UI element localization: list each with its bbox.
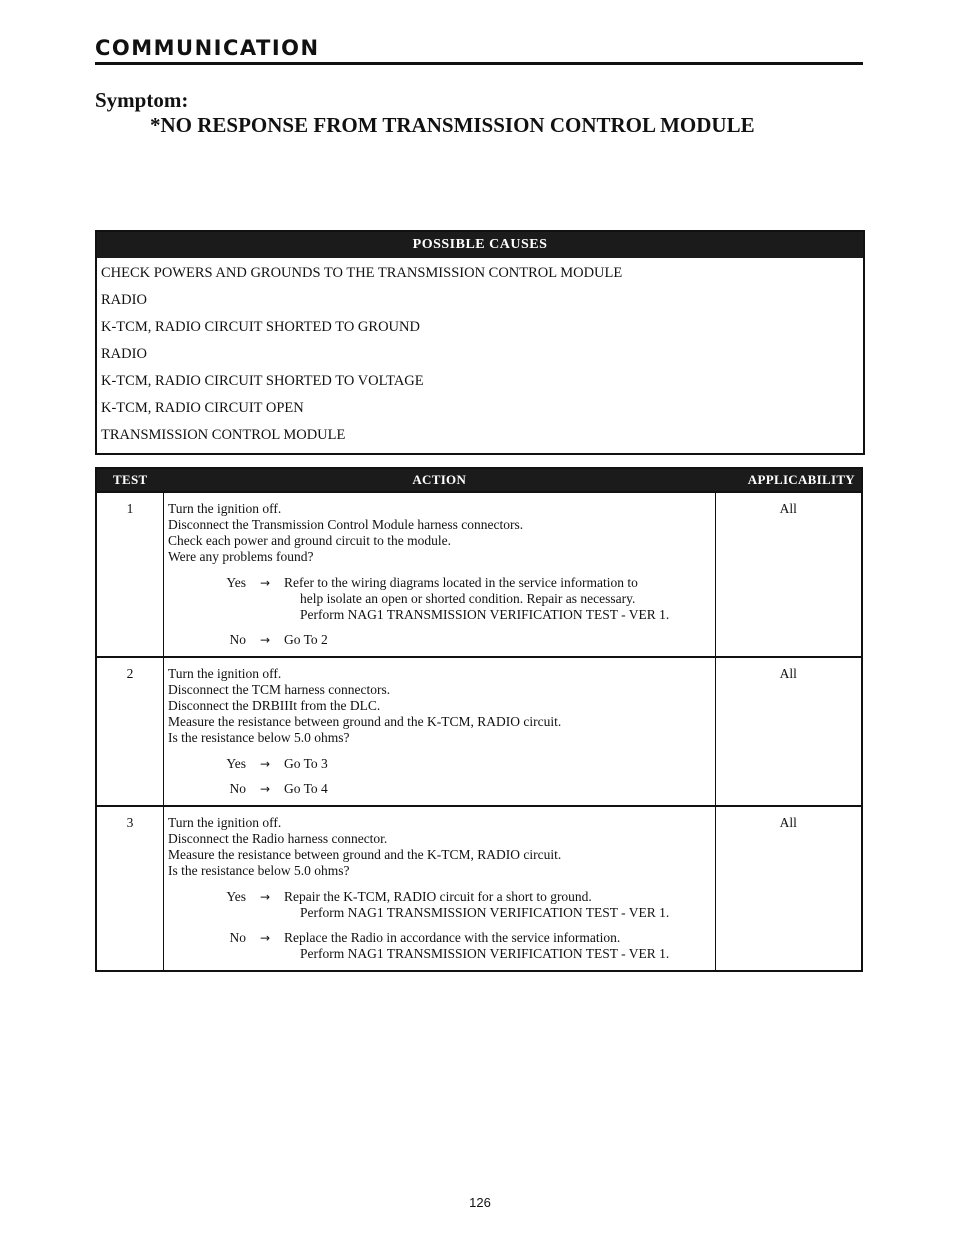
outcomes	[168, 756, 711, 797]
action-step: Disconnect the DRBIIIt from the DLC.	[168, 698, 381, 713]
header-applicability: APPLICABILITY	[715, 468, 862, 492]
action-step: Disconnect the Transmission Control Module harness connectors.	[168, 517, 524, 532]
possible-causes-header: POSSIBLE CAUSES	[97, 232, 863, 258]
test-applicability: All	[715, 806, 862, 971]
symptom-label: Symptom:	[95, 88, 189, 112]
outcome-line: Go To 2	[284, 632, 328, 647]
outcome-line: Perform NAG1 TRANSMISSION VERIFICATION TEST - VER 1.	[300, 946, 670, 961]
action-step: Turn the ignition off.	[168, 666, 282, 681]
outcome-text	[284, 930, 711, 962]
outcome-text	[284, 889, 711, 921]
test-table-body	[96, 492, 862, 971]
action-step: Is the resistance below 5.0 ohms?	[168, 863, 350, 878]
action-step: Is the resistance below 5.0 ohms?	[168, 730, 350, 745]
page-number: 126	[469, 1195, 491, 1210]
outcome-line: Go To 4	[284, 781, 328, 796]
possible-cause-item: K-TCM, RADIO CIRCUIT SHORTED TO VOLTAGE	[101, 373, 424, 389]
header-action: ACTION	[164, 468, 716, 492]
possible-causes-list	[97, 258, 863, 453]
outcome-yes	[168, 575, 711, 623]
outcome-text	[284, 575, 711, 623]
test-number: 2	[96, 657, 164, 806]
outcome-no	[168, 632, 711, 648]
outcome-line: Refer to the wiring diagrams located in the service information to	[284, 575, 638, 590]
arrow-right-icon: →	[259, 931, 271, 945]
arrow-right-icon: →	[259, 757, 271, 771]
action-step: Measure the resistance between ground and the K-TCM, RADIO circuit.	[168, 847, 562, 862]
test-table	[95, 467, 863, 972]
outcome-yes	[168, 756, 711, 772]
outcome-line: Replace the Radio in accordance with the service information.	[284, 930, 621, 945]
action-step: Turn the ignition off.	[168, 815, 282, 830]
outcome-text	[284, 632, 711, 648]
test-table-header-row	[96, 468, 862, 492]
outcome-label: Yes	[226, 575, 246, 590]
outcome-line: Perform NAG1 TRANSMISSION VERIFICATION TEST - VER 1.	[300, 607, 670, 622]
action-step: Turn the ignition off.	[168, 501, 282, 516]
outcome-no	[168, 781, 711, 797]
outcome-label: No	[229, 632, 246, 647]
test-number: 3	[96, 806, 164, 971]
outcome-label: Yes	[226, 889, 246, 904]
outcome-label: No	[229, 930, 246, 945]
outcome-yes	[168, 889, 711, 921]
test-applicability: All	[715, 657, 862, 806]
outcome-no	[168, 930, 711, 962]
arrow-right-icon: →	[259, 782, 271, 796]
action-step: Measure the resistance between ground and the K-TCM, RADIO circuit.	[168, 714, 562, 729]
possible-cause-item: RADIO	[101, 346, 147, 362]
test-action	[164, 492, 716, 657]
possible-cause-item: K-TCM, RADIO CIRCUIT SHORTED TO GROUND	[101, 319, 420, 335]
possible-cause-item: CHECK POWERS AND GROUNDS TO THE TRANSMISSION CONTROL MODULE	[101, 265, 623, 281]
possible-causes-box	[95, 230, 865, 455]
outcomes	[168, 889, 711, 962]
symptom-text: *NO RESPONSE FROM TRANSMISSION CONTROL MODULE	[150, 113, 755, 137]
outcome-text	[284, 756, 711, 772]
symptom-block	[95, 88, 895, 138]
action-step: Disconnect the Radio harness connector.	[168, 831, 388, 846]
outcome-label: Yes	[226, 756, 246, 771]
arrow-right-icon: →	[259, 890, 271, 904]
outcomes	[168, 575, 711, 648]
section-title: COMMUNICATION	[95, 36, 320, 60]
possible-cause-item: TRANSMISSION CONTROL MODULE	[101, 427, 346, 443]
test-action	[164, 806, 716, 971]
outcome-line: Go To 3	[284, 756, 328, 771]
test-row	[96, 492, 862, 657]
action-step: Disconnect the TCM harness connectors.	[168, 682, 391, 697]
header-test: TEST	[96, 468, 164, 492]
possible-cause-item: RADIO	[101, 292, 147, 308]
test-number: 1	[96, 492, 164, 657]
section-header	[95, 36, 863, 65]
arrow-right-icon: →	[259, 633, 271, 647]
test-action	[164, 657, 716, 806]
action-step: Were any problems found?	[168, 549, 314, 564]
test-row	[96, 806, 862, 971]
possible-cause-item: K-TCM, RADIO CIRCUIT OPEN	[101, 400, 304, 416]
outcome-text	[284, 781, 711, 797]
action-step: Check each power and ground circuit to the module.	[168, 533, 452, 548]
test-applicability: All	[715, 492, 862, 657]
outcome-line: Repair the K-TCM, RADIO circuit for a short to ground.	[284, 889, 592, 904]
outcome-line: Perform NAG1 TRANSMISSION VERIFICATION TEST - VER 1.	[300, 905, 670, 920]
outcome-line: help isolate an open or shorted condition. Repair as necessary.	[300, 591, 636, 606]
test-row	[96, 657, 862, 806]
outcome-label: No	[229, 781, 246, 796]
arrow-right-icon: →	[259, 576, 271, 590]
